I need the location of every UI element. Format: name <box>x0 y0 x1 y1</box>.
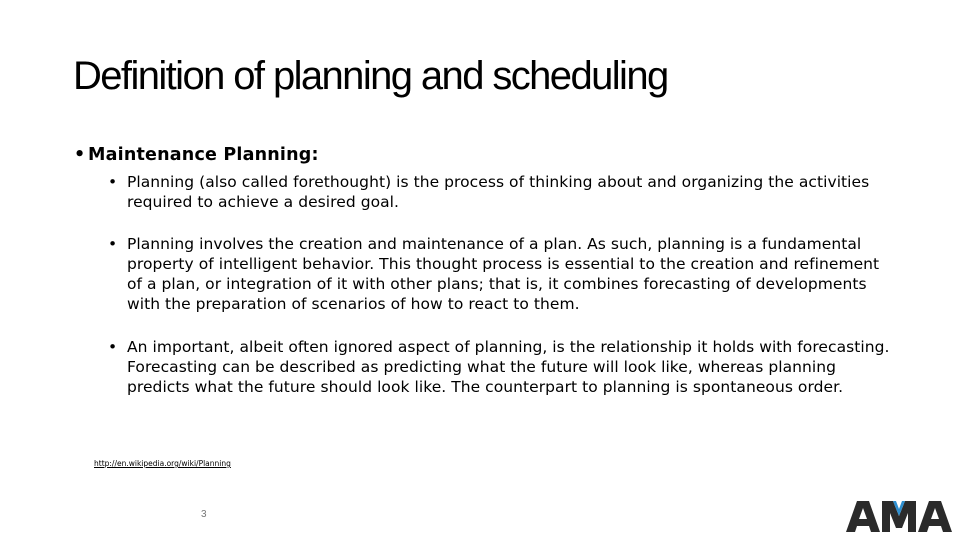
bullet-icon: • <box>74 145 86 165</box>
logo-letter-m <box>882 501 916 532</box>
bullet-icon: • <box>108 338 118 356</box>
ama-logo-icon <box>846 500 952 532</box>
list-item-text: Planning (also called forethought) is the process of thinking about and organizing the activities required to achieve a desired goal. <box>127 173 870 211</box>
section-heading-text: Maintenance Planning: <box>88 145 319 165</box>
source-link[interactable]: http://en.wikipedia.org/wiki/Planning <box>94 459 231 468</box>
page-number: 3 <box>201 509 207 520</box>
list-item <box>108 337 898 397</box>
slide-title: Definition of planning and scheduling <box>73 54 668 98</box>
bullet-icon: • <box>108 235 118 253</box>
list-item-text: An important, albeit often ignored aspect of planning, is the relationship it holds with forecasting. Forecasting can be described as predicting what the future will look like, whereas planning predicts what the future should look like. The counterpart to planning is spontaneous order. <box>127 338 890 396</box>
list-item <box>108 234 898 314</box>
bullet-list <box>108 172 898 397</box>
list-item-text: Planning involves the creation and maintenance of a plan. As such, planning is a fundamental property of intelligent behavior. This thought process is essential to the creation and refinement of a plan, or integration of it with other plans; that is, it combines forecasting of developments with the preparation of scenarios of how to react to them. <box>127 235 880 313</box>
list-item <box>108 172 898 212</box>
section-heading <box>74 145 319 165</box>
bullet-icon: • <box>108 173 118 191</box>
